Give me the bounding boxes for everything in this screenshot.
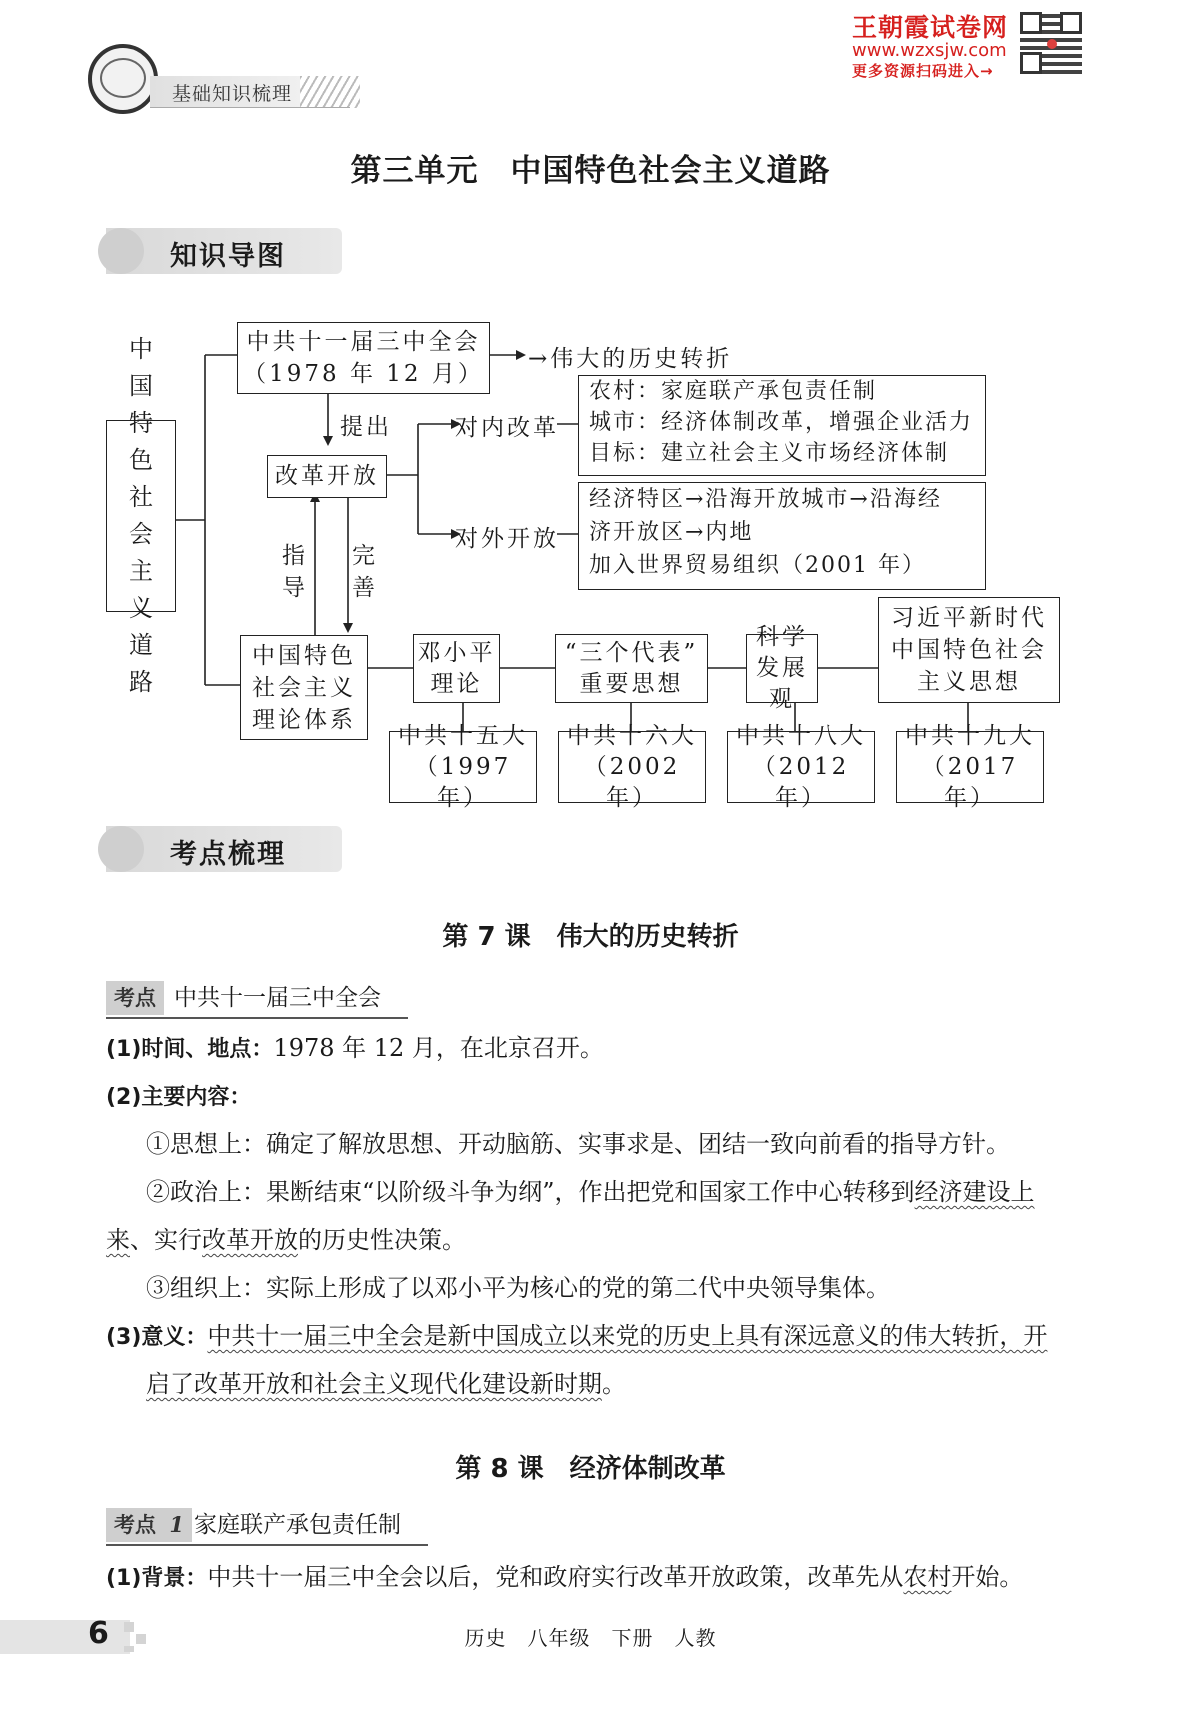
kaodian-tag: 考点 1: [106, 1508, 192, 1542]
lesson-7-title: 第 7 课 伟大的历史转折: [442, 922, 739, 952]
map-theory-system: 中国特色 社会主义 理论体系: [240, 635, 368, 740]
kaodian-title: 中共十一届三中全会: [174, 985, 381, 1011]
paragraph: (1)时间、地点：1978 年 12 月，在北京召开。: [106, 1034, 604, 1062]
paragraph: 来、实行改革开放的历史性决策。: [106, 1226, 466, 1254]
paragraph: (2)主要内容：: [106, 1085, 252, 1110]
paragraph: ②政治上：果断结束“以阶级斗争为纲”，作出把党和国家工作中心转移到经济建设上: [146, 1178, 1035, 1206]
map-plenum: 中共十一届三中全会 （1978 年 12 月）: [237, 322, 490, 394]
map-perfect-label: 完善: [352, 543, 378, 601]
unit-title: 第三单元 中国特色社会主义道路: [350, 153, 831, 189]
page-number: 6: [88, 1616, 109, 1651]
kaodian-tag: 考点: [106, 981, 164, 1015]
section-title: 考点梳理: [170, 839, 286, 870]
header-section-label: 基础知识梳理: [172, 83, 293, 105]
map-root: 中国特色社会主义道路: [106, 420, 176, 612]
map-foreign-label: 对外开放: [455, 526, 559, 552]
map-xi-thought: 习近平新时代 中国特色社会 主义思想: [878, 597, 1060, 703]
paragraph: (3)意义：中共十一届三中全会是新中国成立以来党的历史上具有深远意义的伟大转折，开: [106, 1322, 1048, 1350]
map-congress-19: 中共十九大 （2017 年）: [896, 731, 1044, 803]
map-congress-15: 中共十五大 （1997 年）: [389, 731, 537, 803]
map-domestic-box: 农村：家庭联产承包责任制 城市：经济体制改革，增强企业活力 目标：建立社会主义市场经济体制: [578, 375, 986, 476]
paragraph: ③组织上：实际上形成了以邓小平为核心的党的第二代中央领导集体。: [146, 1274, 890, 1302]
kaodian-header: [106, 981, 408, 1019]
paragraph: ①思想上：确定了解放思想、开动脑筋、实事求是、团结一致向前看的指导方针。: [146, 1130, 1010, 1158]
footer: [0, 1610, 1181, 1670]
map-congress-18: 中共十八大 （2012 年）: [727, 731, 875, 803]
brand-url[interactable]: www.wzxsjw.com: [852, 40, 1007, 61]
map-three-represents: “三个代表” 重要思想: [555, 634, 708, 703]
map-propose-label: 提出: [340, 414, 392, 440]
scan-text: 更多资源扫码进入→: [852, 62, 994, 80]
kaodian-header: [106, 1508, 428, 1546]
knowledge-map: [0, 0, 1181, 820]
map-guide-label: 指导: [282, 543, 308, 601]
map-congress-16: 中共十六大 （2002 年）: [558, 731, 706, 803]
map-deng-theory: 邓小平 理论: [413, 634, 500, 703]
paragraph: (1)背景：中共十一届三中全会以后，党和政府实行改革开放政策，改革先从农村开始。: [106, 1563, 1024, 1591]
map-turning-label: →伟大的历史转折: [528, 346, 733, 372]
section-title: 知识导图: [170, 241, 286, 272]
lesson-8-title: 第 8 课 经济体制改革: [455, 1454, 726, 1484]
kaodian-title: 家庭联产承包责任制: [194, 1512, 401, 1538]
section-tag-key-points: [106, 826, 342, 872]
map-scientific-outlook: 科学 发展观: [746, 634, 818, 703]
footer-subject: 历史 八年级 下册 人教: [464, 1626, 717, 1650]
paragraph: 启了改革开放和社会主义现代化建设新时期。: [146, 1370, 626, 1398]
map-reform: 改革开放: [267, 455, 387, 498]
brand-name: 王朝霞试卷网: [852, 13, 1009, 42]
map-domestic-label: 对内改革: [455, 415, 559, 441]
map-foreign-box: 经济特区→沿海开放城市→沿海经 济开放区→内地 加入世界贸易组织（2001 年）: [578, 482, 986, 590]
